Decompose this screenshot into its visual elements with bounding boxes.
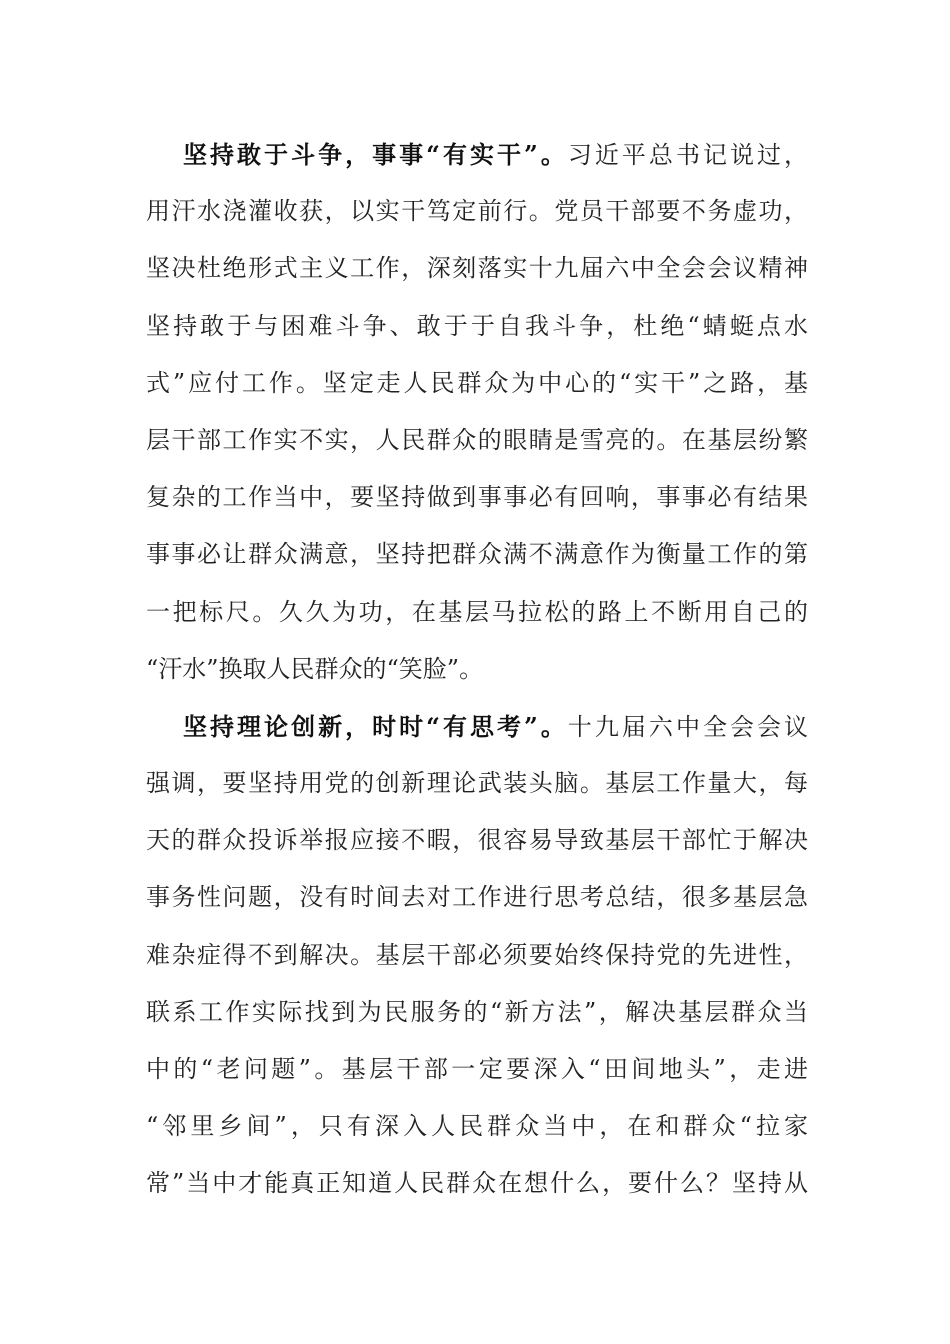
paragraph-2-line-2: 强调，要坚持用党的创新理论武装头脑。基层工作量大，每 [146, 769, 808, 798]
paragraph-2-line-6: 联系工作实际找到为民服务的“新方法”，解决基层群众当 [146, 997, 808, 1026]
paragraph-2-line-4: 事务性问题，没有时间去对工作进行思考总结，很多基层急 [146, 883, 808, 912]
paragraph-2-heading: 坚持理论创新，时时“有思考”。 [183, 711, 568, 741]
paragraph-1-line-2: 用汗水浇灌收获，以实干笃定前行。党员干部要不务虚功， [146, 197, 808, 226]
paragraph-2-line-1-text: 十九届六中全会会议 [567, 712, 809, 741]
paragraph-1-line-1-text: 习近平总书记说过， [567, 141, 809, 169]
paragraph-1-line-9: 一把标尺。久久为功，在基层马拉松的路上不断用自己的 [146, 597, 808, 626]
paragraph-2-line-7: 中的“老问题”。基层干部一定要深入“田间地头”，走进 [146, 1055, 808, 1083]
paragraph-1-line-5: 式”应付工作。坚定走人民群众为中心的“实干”之路，基 [146, 368, 808, 397]
paragraph-1-line-4: 坚持敢于与困难斗争、敢于于自我斗争，杜绝“蜻蜓点水 [146, 311, 808, 340]
paragraph-2-line-1 [146, 698, 808, 755]
paragraph-1-line-8: 事事必让群众满意，坚持把群众满不满意作为衡量工作的第 [146, 540, 808, 569]
paragraph-2-line-5: 难杂症得不到解决。基层干部必须要始终保持党的先进性， [146, 940, 808, 969]
paragraph-2 [146, 698, 808, 1213]
paragraph-1-line-6: 层干部工作实不实，人民群众的眼睛是雪亮的。在基层纷繁 [146, 425, 808, 454]
paragraph-1-line-3: 坚决杜绝形式主义工作，深刻落实十九届六中全会会议精神 [146, 254, 808, 283]
paragraph-1-line-10: “汗水”换取人民群众的“笑脸”。 [146, 654, 484, 683]
paragraph-2-line-8: “邻里乡间”，只有深入人民群众当中，在和群众“拉家 [146, 1112, 808, 1141]
paragraph-1 [146, 126, 808, 698]
paragraph-1-heading: 坚持敢于斗争，事事“有实干”。 [183, 140, 568, 169]
paragraph-2-line-3: 天的群众投诉举报应接不暇，很容易导致基层干部忙于解决 [146, 826, 808, 855]
paragraph-1-line-1 [146, 126, 808, 183]
paragraph-2-line-9: 常”当中才能真正知道人民群众在想什么，要什么？坚持从 [146, 1169, 808, 1198]
paragraph-1-line-7: 复杂的工作当中，要坚持做到事事必有回响，事事必有结果 [146, 483, 808, 512]
body-text [146, 126, 808, 1213]
